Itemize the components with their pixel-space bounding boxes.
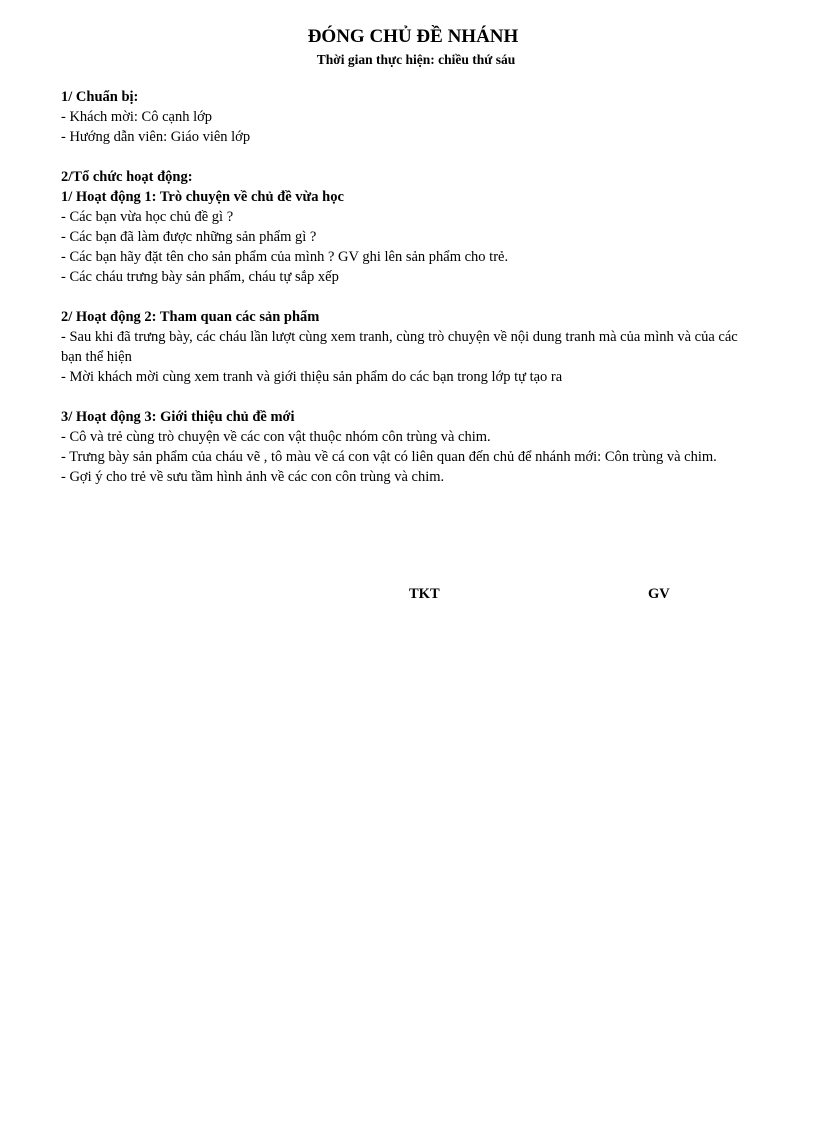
activity-3-heading: 3/ Hoạt động 3: Giới thiệu chủ đề mới [61, 409, 295, 425]
activity-1-item: - Các bạn vừa học chủ đề gì ? [61, 209, 234, 225]
activity-1-item: - Các cháu trưng bày sản phẩm, cháu tự sắp xếp [61, 269, 339, 285]
activity-2-heading: 2/ Hoạt động 2: Tham quan các sản phẩm [61, 309, 320, 325]
activity-2-item: - Mời khách mời cùng xem tranh và giới thiệu sản phẩm do các bạn trong lớp tự tạo ra [61, 369, 563, 385]
activity-1-item: - Các bạn đã làm được những sản phẩm gì ? [61, 229, 317, 245]
activity-3-item: - Gợi ý cho trẻ về sưu tầm hình ảnh về các con côn trùng và chim. [61, 469, 445, 485]
signature-tkt: TKT [409, 586, 440, 602]
signature-gv: GV [648, 586, 670, 602]
prep-item: - Hướng dẫn viên: Giáo viên lớp [61, 129, 251, 145]
document-subtitle: Thời gian thực hiện: chiều thứ sáu [316, 52, 516, 67]
prep-heading: 1/ Chuẩn bị: [61, 89, 139, 105]
activity-1-item: - Các bạn hãy đặt tên cho sản phẩm của mình ? GV ghi lên sản phẩm cho trẻ. [61, 249, 509, 265]
activity-3-item: - Trưng bày sản phẩm của cháu vẽ , tô màu về cá con vật có liên quan đến chủ để nhánh mới: Côn trùng và chim. [61, 449, 717, 465]
prep-item: - Khách mời: Cô cạnh lớp [61, 109, 213, 125]
activity-1-heading: 1/ Hoạt động 1: Trò chuyện về chủ đề vừa học [61, 189, 344, 205]
activity-3-item: - Cô và trẻ cùng trò chuyện về các con vật thuộc nhóm côn trùng và chim. [61, 429, 491, 445]
organization-heading: 2/Tổ chức hoạt động: [61, 169, 193, 185]
document-body [61, 87, 761, 487]
activity-2-item: - Sau khi đã trưng bày, các cháu lần lượt cùng xem tranh, cùng trò chuyện về nội dung tranh mà của mình và của các bạn thể hiện [61, 329, 738, 365]
document-title: ĐÓNG CHỦ ĐỀ NHÁNH [307, 26, 519, 47]
